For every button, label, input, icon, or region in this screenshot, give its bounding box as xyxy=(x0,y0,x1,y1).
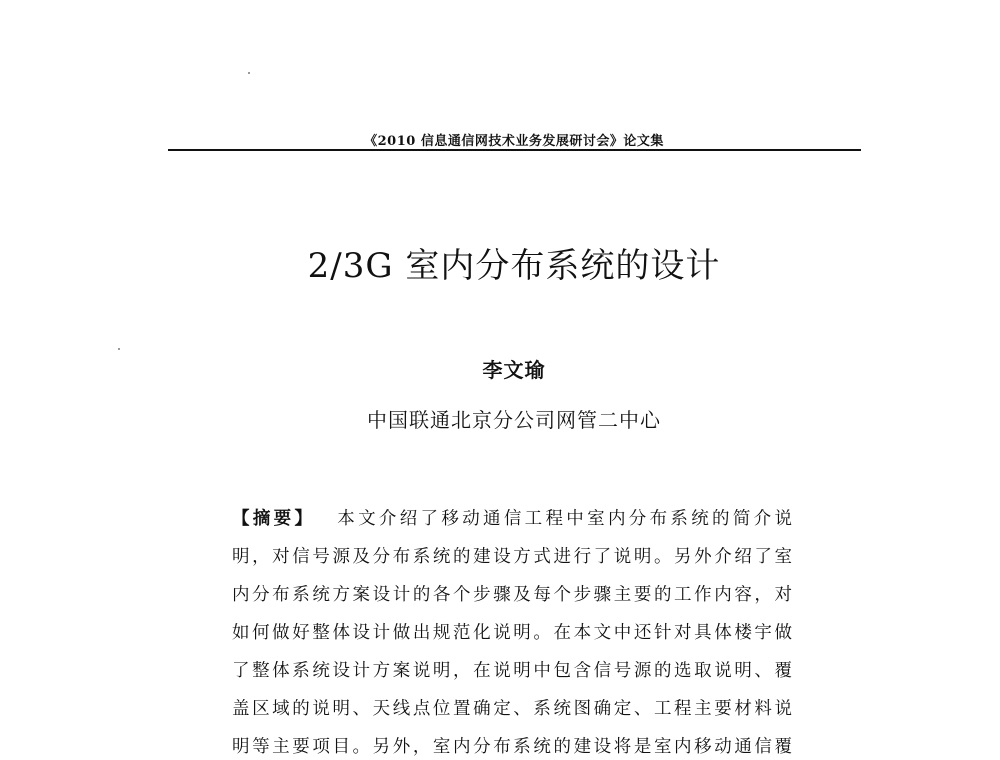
scan-speck xyxy=(248,72,250,74)
abstract xyxy=(232,500,792,760)
abstract-line: 盖区域的说明、天线点位置确定、系统图确定、工程主要材料说 xyxy=(232,699,792,719)
abstract-line xyxy=(232,500,792,538)
abstract-label: 【摘要】 xyxy=(232,509,316,529)
abstract-text: 本文介绍了移动通信工程中室内分布系统的简介说 xyxy=(337,509,792,529)
running-header: 《2010 信息通信网技术业务发展研讨会》论文集 xyxy=(364,134,664,149)
abstract-line: 内分布系统方案设计的各个步骤及每个步骤主要的工作内容，对 xyxy=(232,585,792,605)
header-rule xyxy=(168,149,861,151)
author-name: 李文瑜 xyxy=(482,358,546,382)
scan-speck xyxy=(118,348,120,350)
abstract-line: 了整体系统设计方案说明，在说明中包含信号源的选取说明、覆 xyxy=(232,661,792,681)
abstract-line: 明等主要项目。另外，室内分布系统的建设将是室内移动通信覆 xyxy=(232,737,792,757)
author-affiliation: 中国联通北京分公司网管二中心 xyxy=(367,408,661,432)
paper-title: 2/3G 室内分布系统的设计 xyxy=(307,246,721,286)
abstract-line: 如何做好整体设计做出规范化说明。在本文中还针对具体楼宇做 xyxy=(232,623,792,643)
abstract-line: 明，对信号源及分布系统的建设方式进行了说明。另外介绍了室 xyxy=(232,547,792,567)
